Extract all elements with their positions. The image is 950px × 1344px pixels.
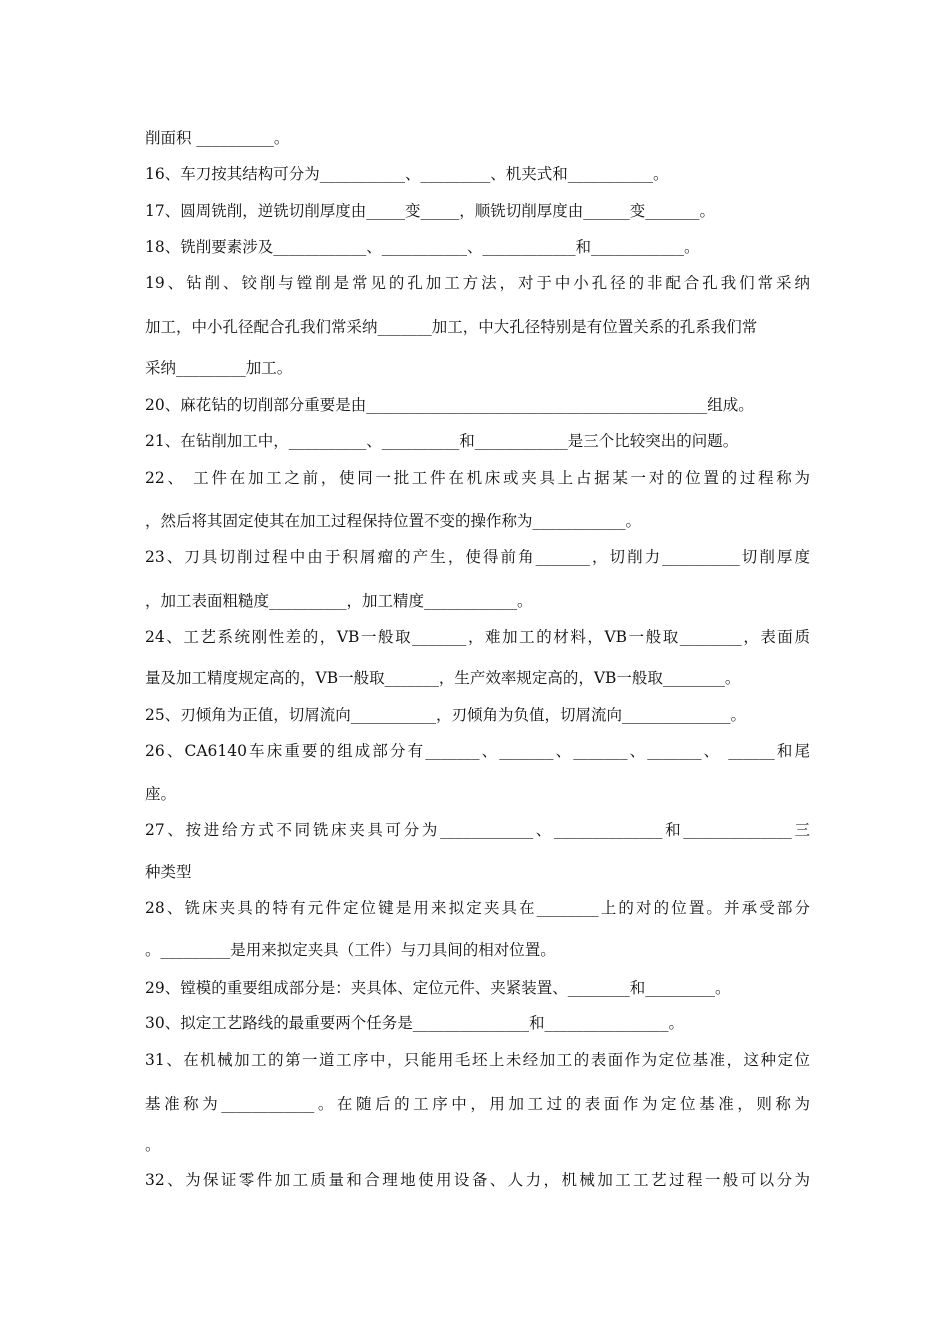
question-18: 18、铣削要素涉及____________、___________、____________和____________。 bbox=[145, 238, 700, 256]
question-31-cont: 。 bbox=[145, 1136, 161, 1154]
question-17: 17、圆周铣削，逆铣切削厚度由_____变_____，顺铣切削厚度由______变_______。 bbox=[145, 202, 715, 220]
question-24-cont: 量及加工精度规定高的，VB一般取_______，生产效率规定高的，VB一般取________。 bbox=[145, 669, 741, 687]
question-22-cont: ，然后将其固定使其在加工过程保持位置不变的操作称为____________。 bbox=[145, 512, 642, 530]
question-21: 21、在钻削加工中，__________、__________和____________是三个比较突出的问题。 bbox=[145, 432, 739, 450]
question-27: 27、按进给方式不同铣床夹具可分为____________、______________和______________三 bbox=[145, 821, 810, 839]
question-19-cont: 采纳_________加工。 bbox=[145, 359, 293, 377]
question-26: 26、CA6140车床重要的组成部分有_______、_______、_______、_______、 ______和尾 bbox=[145, 742, 810, 760]
question-31: 31、在机械加工的第一道工序中，只能用毛坯上未经加工的表面作为定位基准，这种定位 bbox=[145, 1051, 810, 1069]
question-28-cont: 。_________是用来拟定夹具（工件）与刀具间的相对位置。 bbox=[145, 941, 556, 959]
question-28: 28、铣床夹具的特有元件定位键是用来拟定夹具在________上的对的位置。并承受部分 bbox=[145, 899, 810, 917]
question-23: 23、刀具切削过程中由于积屑瘤的产生，使得前角_______，切削力__________切削厚度 bbox=[145, 548, 810, 566]
question-19-cont: 加工，中小孔径配合孔我们常采纳_______加工，中大孔径特别是有位置关系的孔系我们常 bbox=[145, 318, 758, 336]
question-24: 24、工艺系统刚性差的，VB一般取_______，难加工的材料，VB一般取________，表面质 bbox=[145, 628, 810, 646]
question-16: 16、车刀按其结构可分为___________、_________、机夹式和___________。 bbox=[145, 165, 669, 183]
question-19: 19、钻削、铰削与镗削是常见的孔加工方法，对于中小孔径的非配合孔我们常采纳 bbox=[145, 274, 810, 292]
question-23-cont: ，加工表面粗糙度__________，加工精度____________。 bbox=[145, 592, 533, 610]
question-22: 22、 工件在加工之前，使同一批工件在机床或夹具上占据某一对的位置的过程称为 bbox=[145, 469, 810, 487]
question-30: 30、拟定工艺路线的最重要两个任务是_______________和________________。 bbox=[145, 1014, 684, 1032]
question-31-cont: 基准称为____________。在随后的工序中，用加工过的表面作为定位基准，则称为 bbox=[145, 1095, 810, 1113]
question-32: 32、为保证零件加工质量和合理地使用设备、人力，机械加工工艺过程一般可以分为 bbox=[145, 1171, 810, 1189]
question-20: 20、麻花钻的切削部分重要是由____________________________________________组成。 bbox=[145, 396, 754, 414]
question-25: 25、刃倾角为正值，切屑流向___________，刃倾角为负值，切屑流向______________。 bbox=[145, 706, 746, 724]
question-27-cont: 种类型 bbox=[145, 863, 192, 881]
text-line: 削面积 __________。 bbox=[145, 129, 290, 147]
question-29: 29、镗模的重要组成部分是：夹具体、定位元件、夹紧装置、________和_________。 bbox=[145, 979, 731, 997]
question-26-cont: 座。 bbox=[145, 785, 177, 803]
